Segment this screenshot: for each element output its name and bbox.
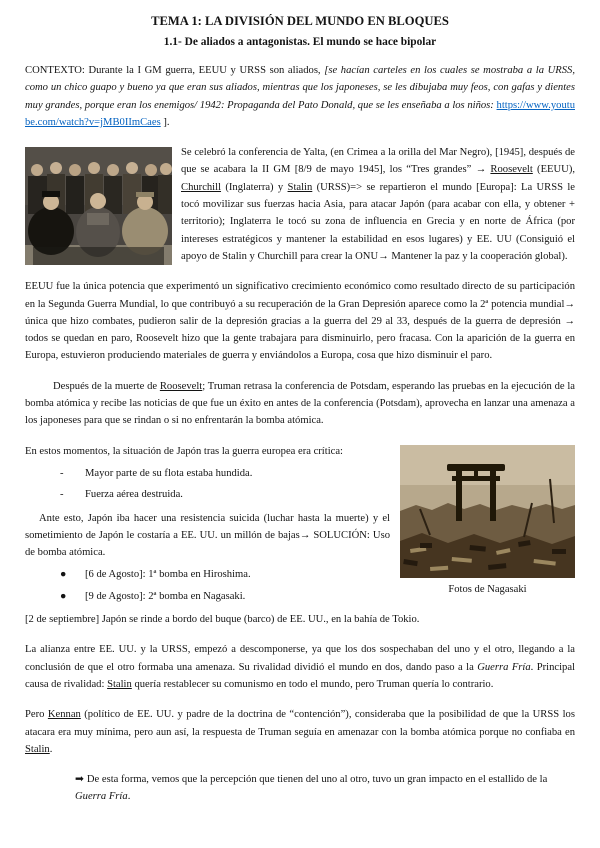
stalin-underlined: Stalin: [287, 181, 313, 193]
guerra-fria-italic: Guerra Fría: [75, 791, 128, 803]
bullet-item-text: [9 de Agosto]: 2ª bomba en Nagasaki.: [85, 590, 246, 602]
roosevelt-underlined: Roosevelt: [490, 164, 533, 176]
contexto-aside-italic: [se hacían carteles en los cuales se mostraba a la URSS, como un chico guapo y bueno ya que eran sus aliados, mientras que los japoneses, se les dibujaba muy feos, con gafas y dientes muy grandes, porque eran los enemigos/ 1942: Propaganda del Pato Donald, que se les enseñaba a los niños:: [25, 65, 575, 111]
kennan-seg2: (político de EE. UU. y padre de la doctrina de “contención”), consideraba que la posibilidad de que la URSS los atacara era muy mínima, pero aun así, la respuesta de Truman seguía en amenazar con la bomba atómica porque no confiaba en: [25, 709, 575, 738]
yalta-seg4: (URSS)=> se repartieron el mundo [Europa]: La URSS le tocó movilizar sus fuerzas hacia Asia, para atacar Japón (para acabar con ella, y obtener + territorio); Inglaterra le tocó su zona de influencia en Grecia y en norte de África (por intereses estratégicos y mantener la estabilidad en esos lugares) y EE. UU (Consiguió el apoyo de Stalin y Churchill para crear la ONU→ Mantener la paz y la cooperación global).: [181, 181, 576, 262]
nagasaki-photo-caption: Fotos de Nagasaki: [448, 583, 527, 595]
kennan-seg3: .: [49, 743, 53, 755]
guerra-fria-italic: Guerra Fría: [477, 661, 531, 673]
right-arrow-icon: ➡: [75, 773, 84, 786]
list-item: [60, 588, 390, 605]
yalta-seg3: (Inglaterra) y: [221, 181, 288, 193]
contexto-lead: CONTEXTO: Durante la I GM guerra, EEUU y URSS son aliados,: [25, 65, 325, 76]
alianza-seg2: . Principal causa de rivalidad:: [25, 661, 575, 690]
youtube-link[interactable]: https://www.youtube.com/watch?v=jMB0IImCaes: [25, 99, 575, 128]
alianza-seg1: La alianza entre EE. UU. y la URSS, empezó a descomponerse, ya que los dos sospechaban del uno y el otro, llegando a la conclusión de que el otro formaba una amenaza. Su rivalidad dividió el mundo en dos, dando paso a la: [25, 644, 575, 673]
truman-seg1: Después de la muerte de: [53, 380, 160, 392]
alianza-seg3: quería restablecer su comunismo en todo el mundo, pero Truman quería lo contrario.: [131, 678, 494, 690]
bullet-marker: ●: [60, 569, 67, 581]
surrender-text: [2 de septiembre] Japón se rinde a bordo del buque (barco) de EE. UU., en la bahía de Tokio.: [25, 614, 420, 626]
kennan-seg1: Pero: [25, 709, 48, 721]
dash-item-text: Fuerza aérea destruida.: [85, 489, 183, 501]
list-item: [60, 486, 390, 503]
contexto-close: ].: [160, 116, 170, 128]
japan-section: [25, 443, 575, 605]
yalta-seg2: (EEUU),: [532, 164, 575, 176]
final-note-seg1: De esta forma, vemos que la percepción que tienen del uno al otro, tuvo un gran impacto en el estallido de la: [86, 774, 548, 786]
page-subtitle: 1.1- De aliados a antagonistas. El mundo se hace bipolar: [163, 36, 437, 48]
paragraph-surrender: [25, 611, 575, 628]
paragraph-contexto: [25, 62, 575, 131]
nagasaki-figure: [400, 445, 575, 597]
dash-item-text: Mayor parte de su flota estaba hundida.: [85, 467, 253, 479]
nagasaki-ruins-photo: [400, 445, 575, 578]
kennan-underlined: Kennan: [47, 709, 81, 721]
final-note: [75, 771, 575, 806]
truman-seg2: ; Truman retrasa la conferencia de Potsdam, esperando las pruebas en la ejecución de la bomba atómica y recibe las noticias de que fue un éxito en antes de la conferencia (Potsdam), aprovecha en lanzar una amenaza a los japoneses para que se rindan o si no enfrentarán la bomba atómica.: [25, 380, 576, 427]
yalta-seg1: Se celebró la conferencia de Yalta, (en Crimea a la orilla del Mar Negro), [1945], después de que se acabara la II GM [8/9 de mayo 1945], los “Tres grandes” →: [181, 147, 575, 176]
list-item: [60, 566, 390, 583]
paragraph-alianza: [25, 641, 575, 693]
paragraph-eeuu: [25, 278, 575, 364]
bullet-marker: ●: [60, 590, 67, 602]
roosevelt-underlined: Roosevelt: [159, 380, 203, 392]
yalta-conference-photo: [25, 147, 172, 265]
paragraph-yalta: [25, 144, 575, 265]
dash-marker: -: [60, 489, 64, 501]
list-item: [60, 465, 390, 482]
ante-esto-text: Ante esto, Japón iba hacer una resistencia suicida (luchar hasta la muerte) y el sometimiento de Japón le costaría a EE. UU. un millón de bajas→ SOLUCIÓN: Uso de bomba atómica.: [25, 512, 390, 559]
japan-intro-text: En estos momentos, la situación de Japón tras la guerra europea era crítica:: [25, 445, 343, 457]
stalin-underlined: Stalin: [25, 743, 50, 755]
eeuu-text: EEUU fue la única potencia que experimentó un significativo crecimiento económico como resultado directo de su participación en la Segunda Guerra Mundial, lo que contribuyó a su recuperación de la Gran Depresión aparece como la 2ª potencia mundial→ única que hizo combates, pudieron salir de la depresión gracias a la guerra del 29 al 33, después de la guerra de depresión → todos se quedan en paro, Roosevelt hizo que la gente trabajara para disminuirlo, pero fracasa. Con la aparición de la guerra en Europa, estuvieron produciendo materiales de guerra y enviándolos a Europa, cosa que hizo disminuir el paro.: [25, 281, 575, 362]
dash-marker: -: [60, 467, 64, 479]
bullet-item-text: [6 de Agosto]: 1ª bomba en Hiroshima.: [85, 569, 251, 581]
paragraph-kennan: [25, 706, 575, 758]
paragraph-truman: [25, 378, 575, 430]
stalin-underlined: Stalin: [107, 678, 132, 690]
final-note-seg2: .: [127, 791, 131, 803]
yalta-photo-svg: [25, 147, 172, 265]
page-title: TEMA 1: LA DIVISIÓN DEL MUNDO EN BLOQUES: [151, 14, 449, 28]
churchill-underlined: Churchill: [181, 181, 222, 193]
seated-leaders: [28, 191, 168, 265]
